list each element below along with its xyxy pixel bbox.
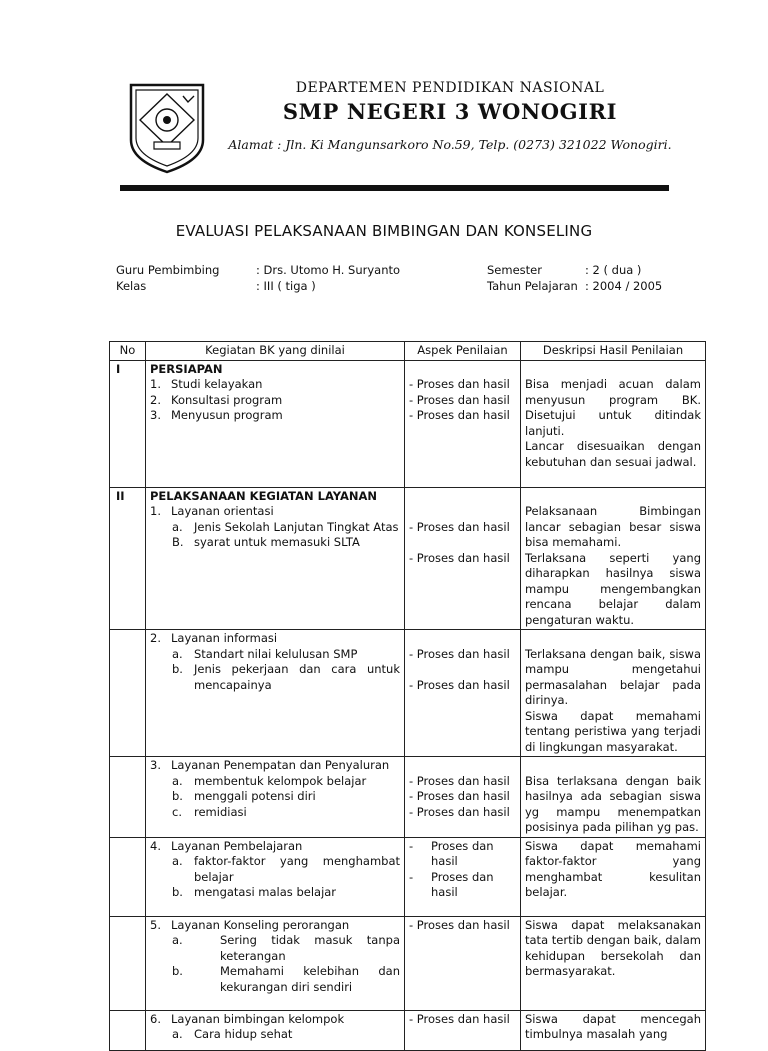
- list-subitem: c. remidiasi: [172, 804, 247, 819]
- list-subitem: B. syarat untuk memasuki SLTA: [172, 535, 360, 549]
- aspek-cell: - Proses dan hasil - Proses dan hasil: [405, 487, 521, 630]
- kegiatan-cell: [146, 837, 405, 916]
- list-subitem: a. membentuk kelompok belajar: [172, 773, 367, 788]
- list-subitem: a. Sering tidak masuk tanpa keterangan: [172, 933, 400, 963]
- list-item: 1. Layanan orientasi: [150, 504, 274, 518]
- list-subitem: a. Standart nilai kelulusan SMP: [172, 646, 358, 661]
- list-subitem: a. Jenis Sekolah Lanjutan Tingkat Atas: [172, 519, 399, 534]
- list-item: 3. Menyusun program: [150, 408, 283, 422]
- department-name: DEPARTEMEN PENDIDIKAN NASIONAL: [295, 80, 605, 96]
- table-row: [110, 1010, 706, 1050]
- list-item: 4. Layanan Pembelajaran: [150, 838, 303, 853]
- deskripsi-cell: Siswa dapat melaksanakan tata tertib dengan baik, dalam kehidupan bersekolah dan bermasyarakat.: [521, 916, 706, 1010]
- table-row: [110, 487, 706, 630]
- list-subitem: b. Jenis pekerjaan dan cara untuk mencapainya: [172, 662, 400, 692]
- deskripsi-cell: Siswa dapat memahami faktor-faktor yang menghambat kesulitan belajar.: [521, 837, 706, 916]
- school-emblem-logo: [128, 82, 206, 174]
- aspek-cell: - Proses dan hasil: [405, 916, 521, 1010]
- row-number: [110, 837, 146, 916]
- row-number: I: [110, 360, 146, 487]
- list-subitem: a. Cara hidup sehat: [172, 1027, 293, 1041]
- table-row: [110, 360, 706, 487]
- kegiatan-cell: [146, 916, 405, 1010]
- col-header-deskripsi: Deskripsi Hasil Penilaian: [521, 342, 706, 361]
- list-item: 2. Konsultasi program: [150, 392, 283, 407]
- col-header-aspek: Aspek Penilaian: [405, 342, 521, 361]
- table-row: [110, 757, 706, 838]
- kegiatan-cell: [146, 757, 405, 838]
- section-heading: PELAKSANAAN KEGIATAN LAYANAN: [150, 488, 378, 503]
- aspek-cell: - Proses dan hasil - Proses dan hasil - Proses dan hasil: [405, 360, 521, 487]
- section-heading: PERSIAPAN: [150, 361, 223, 376]
- tahun-label: Tahun Pelajaran: [487, 279, 578, 293]
- school-address: Alamat : Jln. Ki Mangunsarkoro No.59, Telp. (0273) 321022 Wonogiri.: [228, 137, 672, 152]
- list-subitem: a. faktor-faktor yang menghambat belajar: [172, 854, 400, 884]
- table-row: [110, 837, 706, 916]
- kegiatan-cell: [146, 360, 405, 487]
- semester-value: : 2 ( dua ): [585, 263, 642, 277]
- kegiatan-cell: [146, 487, 405, 630]
- deskripsi-cell: Siswa dapat mencegah timbulnya masalah yang: [521, 1010, 706, 1050]
- table-header-row: [110, 342, 706, 361]
- kelas-label: Kelas: [116, 279, 147, 293]
- tahun-value: : 2004 / 2005: [585, 279, 663, 293]
- school-name: SMP NEGERI 3 WONOGIRI: [282, 99, 618, 124]
- guru-label: Guru Pembimbing: [116, 263, 220, 277]
- deskripsi-cell: Terlaksana dengan baik, siswa mampu mengetahui permasalahan belajar pada dirinya. Siswa dapat memahami tentang peristiwa yang terjadi di lingkungan masyarakat.: [521, 630, 706, 757]
- semester-label: Semester: [487, 263, 542, 277]
- row-number: [110, 630, 146, 757]
- col-header-kegiatan: Kegiatan BK yang dinilai: [146, 342, 405, 361]
- document-title: EVALUASI PELAKSANAAN BIMBINGAN DAN KONSELING: [175, 222, 593, 240]
- deskripsi-cell: Bisa menjadi acuan dalam menyusun program BK. Disetujui untuk ditindak lanjuti. Lancar disesuaikan dengan kebutuhan dan sesuai jadwal.: [521, 360, 706, 487]
- aspek-item: - Proses dan hasil: [409, 869, 494, 899]
- table-row: [110, 916, 706, 1010]
- list-item: 5. Layanan Konseling perorangan: [150, 917, 350, 932]
- guru-value: : Drs. Utomo H. Suryanto: [256, 263, 401, 277]
- kegiatan-cell: [146, 1010, 405, 1050]
- list-item: 6. Layanan bimbingan kelompok: [150, 1011, 345, 1026]
- aspek-cell: [405, 837, 521, 916]
- list-item: 1. Studi kelayakan: [150, 377, 263, 391]
- aspek-cell: - Proses dan hasil - Proses dan hasil: [405, 630, 521, 757]
- deskripsi-cell: Pelaksanaan Bimbingan lancar sebagian besar siswa bisa memahami. Terlaksana seperti yang diharapkan hasilnya siswa mampu mengembangkan rencana belajar dalam pengaturan waktu.: [521, 487, 706, 630]
- kelas-value: : III ( tiga ): [256, 279, 316, 293]
- kegiatan-cell: [146, 630, 405, 757]
- row-number: [110, 757, 146, 838]
- list-subitem: b. mengatasi malas belajar: [172, 885, 337, 899]
- list-item: 2. Layanan informasi: [150, 631, 278, 645]
- list-item: 3. Layanan Penempatan dan Penyaluran: [150, 758, 390, 772]
- list-subitem: b. menggali potensi diri: [172, 789, 316, 803]
- list-subitem: b. Memahami kelebihan dan kekurangan diri sendiri: [172, 964, 400, 994]
- aspek-item: - Proses dan hasil: [409, 838, 494, 868]
- evaluation-table: [109, 341, 706, 1051]
- col-header-no: No: [110, 342, 146, 361]
- aspek-cell: - Proses dan hasil: [405, 1010, 521, 1050]
- header-divider: [120, 185, 669, 191]
- deskripsi-cell: Bisa terlaksana dengan baik hasilnya ada sebagian siswa yg mampu menempatkan posisinya pada pilihan yg pas.: [521, 757, 706, 838]
- row-number: II: [110, 487, 146, 630]
- row-number: [110, 1010, 146, 1050]
- aspek-cell: - Proses dan hasil - Proses dan hasil - Proses dan hasil: [405, 757, 521, 838]
- table-row: [110, 630, 706, 757]
- row-number: [110, 916, 146, 1010]
